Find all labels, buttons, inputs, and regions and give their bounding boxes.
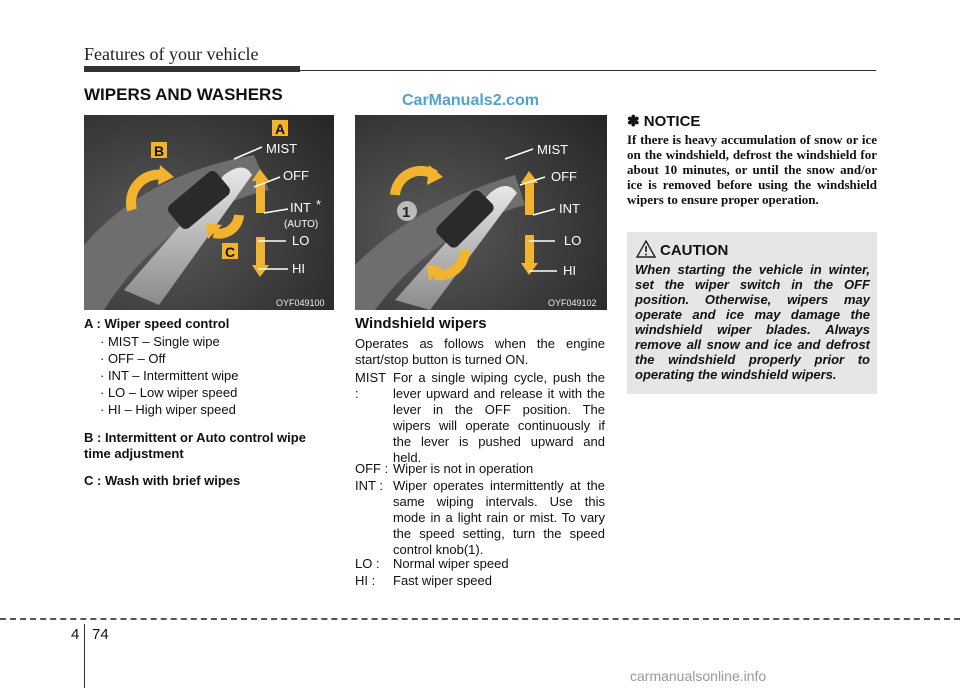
label-int: INT — [290, 200, 311, 215]
term-key: LO : — [355, 556, 380, 571]
watermark-bottom: carmanualsonline.info — [630, 668, 767, 684]
label-a-text: A : Wiper speed control — [84, 316, 230, 331]
header-title: Features of your vehicle — [84, 44, 259, 64]
bullet-int: · INT – Intermittent wipe — [100, 368, 239, 383]
watermark-top: CarManuals2.com — [402, 92, 539, 109]
term-text: For a single wiping cycle, push the lever upward and release it with the lever in the OFF position. The wipers will operate continuously if the lever is pushed upward and held. — [393, 370, 605, 465]
label-hi: HI — [292, 261, 305, 276]
label-mist: MIST — [266, 141, 298, 156]
header-line — [300, 70, 876, 71]
figure1-photo — [84, 115, 334, 310]
term-key: HI : — [355, 573, 376, 588]
term-key: MIST : — [355, 370, 386, 401]
term-key: OFF : — [355, 461, 389, 476]
footer-dashed-line — [0, 618, 960, 620]
bullet-hi: · HI – High wiper speed — [100, 402, 236, 417]
label-off-2: OFF — [551, 169, 577, 184]
label-lo: LO — [292, 233, 310, 248]
windshield-wipers-title: Windshield wipers — [355, 315, 487, 332]
notice-title — [627, 112, 700, 130]
term-hi — [355, 573, 605, 589]
section-title: WIPERS AND WASHERS — [84, 85, 283, 104]
label-mist-2: MIST — [537, 142, 569, 157]
term-text: Normal wiper speed — [393, 556, 509, 571]
label-c-text: C : Wash with brief wipes — [84, 473, 241, 488]
notice-title-text: NOTICE — [643, 113, 701, 130]
figure2-photo — [355, 115, 607, 310]
label-hi-2: HI — [563, 263, 576, 278]
label-c: C — [225, 244, 236, 260]
figure1-code: OYF049100 — [276, 298, 325, 308]
bullet-mist: · MIST – Single wipe — [100, 334, 220, 349]
label-off: OFF — [283, 168, 309, 183]
arrow-down-icon-2 — [525, 235, 534, 265]
term-off — [355, 461, 605, 477]
label-int-2: INT — [559, 201, 580, 216]
caution-text: When starting the vehicle in winter, set the wiper switch in the OFF position. Otherwise, wipers may operate and ice may damage the windshield wiper blades. Always remove all snow and ice and defrost the windshield properly prior to operating the windshield wipers. — [635, 262, 870, 382]
header-bar — [84, 66, 300, 72]
term-text: Wiper is not in operation — [393, 461, 534, 476]
page-number: 74 — [92, 626, 109, 643]
notice-star-icon: ✽ — [627, 113, 640, 130]
label-star: * — [316, 197, 322, 212]
term-text: Wiper operates intermittently at the same wiping intervals. Use this mode in a light rain or mist. To vary the speed setting, turn the speed control knob(1). — [393, 478, 605, 557]
intro-text: Operates as follows when the engine start/stop button is turned ON. — [355, 336, 605, 367]
label-b-text: B : Intermittent or Auto control wipe time adjustment — [84, 430, 306, 461]
notice-text: If there is heavy accumulation of snow or ice on the windshield, defrost the windshield for about 10 minutes, or until the snow and/or ice is removed before using the windshield wipers to ensure proper operation. — [627, 132, 877, 207]
label-auto: (AUTO) — [284, 219, 319, 230]
figure2-code: OYF049102 — [548, 298, 597, 308]
term-text: Fast wiper speed — [393, 573, 492, 588]
term-int — [355, 478, 605, 558]
label-a: A — [275, 121, 286, 137]
knob-label: 1 — [402, 204, 411, 221]
arrow-up-icon-2 — [525, 181, 534, 215]
footer-divider — [84, 624, 85, 688]
term-lo — [355, 556, 605, 572]
label-lo-2: LO — [564, 233, 582, 248]
term-mist — [355, 370, 605, 466]
bullet-lo: · LO – Low wiper speed — [100, 385, 238, 400]
section-number: 4 — [71, 626, 80, 643]
term-key: INT : — [355, 478, 383, 493]
warning-triangle-icon — [636, 240, 656, 258]
bullet-off: · OFF – Off — [100, 351, 166, 366]
label-b: B — [154, 143, 165, 159]
caution-title: CAUTION — [660, 242, 729, 259]
